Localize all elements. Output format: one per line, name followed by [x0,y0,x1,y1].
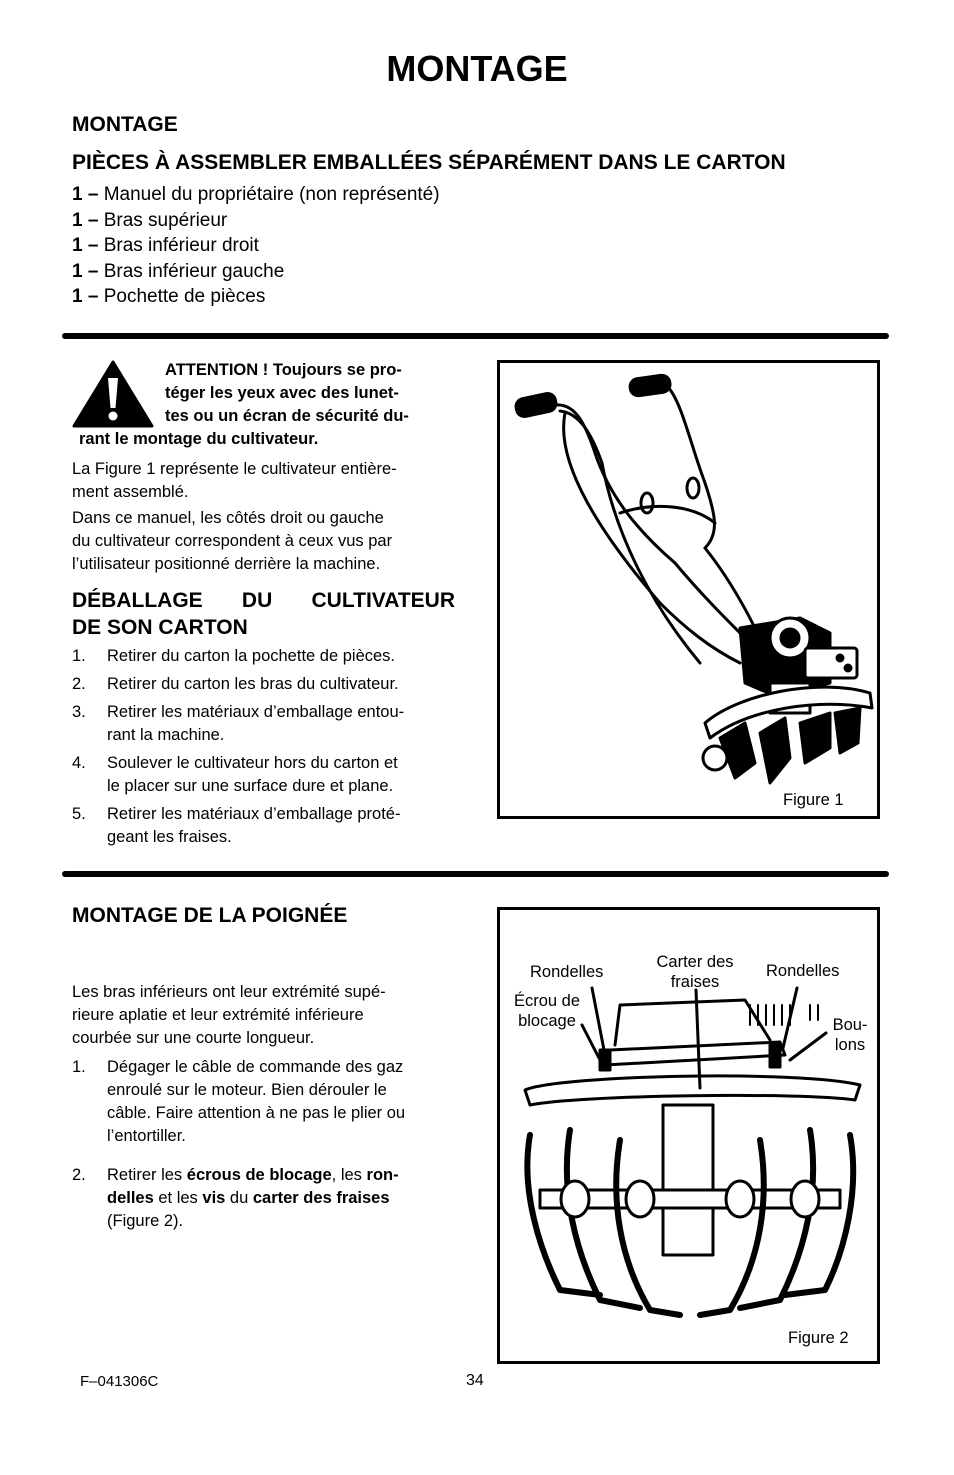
step-text [107,1187,472,1210]
heading-word: CULTIVATEUR [311,589,455,612]
parts-subheading: PIÈCES À ASSEMBLER EMBALLÉES SÉPARÉMENT DANS LE CARTON [72,151,786,174]
page-number: 34 [466,1372,484,1389]
part-qty: 1 – [72,184,99,205]
tiller-illustration [500,363,877,816]
text-line: Dans ce manuel, les côtés droit ou gauche [72,509,384,527]
warning-line-4: rant le montage du cultivateur. [79,430,319,448]
part-qty: 1 – [72,235,99,257]
label-line: fraises [670,973,720,991]
part-label: Manuel du propriétaire (non représenté) [103,184,440,205]
step-text: Retirer du carton la pochette de pièces. [107,647,396,665]
text-line: l’utilisateur positionné derrière la machine. [72,555,381,573]
heading-word: DÉBALLAGE [72,589,203,612]
parts-list-item [72,284,440,310]
parts-list-item [72,182,440,208]
unpacking-heading-line-2: DE SON CARTON [72,616,248,639]
text-line: ment assemblé. [72,483,189,501]
step-text: Dégager le câble de commande des gaz [107,1058,404,1076]
text-run-bold: vis [202,1189,226,1207]
step-text: (Figure 2). [107,1212,184,1230]
text-run: du [225,1189,253,1207]
text-line: du cultivateur correspondent à ceux vus par [72,532,393,550]
unpacking-step [72,673,472,696]
parts-list [72,182,440,310]
label-rondelles-right: Rondelles [766,962,840,980]
step-text: Retirer les matériaux d’emballage proté- [107,805,401,823]
figure-2 [497,907,880,1364]
step-text: le placer sur une surface dure et plane. [107,777,394,795]
warning-line-3: tes ou un écran de sécurité du- [165,407,409,425]
step-text: Retirer du carton les bras du cultivateur. [107,675,399,693]
text-line: rieure aplatie et leur extrémité inférieure [72,1006,364,1024]
step-text: enroulé sur le moteur. Bien dérouler le [107,1081,387,1099]
section-divider [62,871,889,877]
warning-icon [72,360,154,428]
unpacking-step [72,803,472,849]
handle-heading: MONTAGE DE LA POIGNÉE [72,904,348,927]
text-run-bold: carter des fraises [252,1189,390,1207]
handle-step-2 [72,1164,472,1233]
step-number: 5. [72,805,86,823]
step-number: 2. [72,1166,86,1184]
label-line: Carter des [656,953,734,971]
heading-word: DU [241,589,273,612]
step-text: l’entortiller. [107,1127,186,1145]
step-text: rant la machine. [107,726,225,744]
intro-paragraph-1 [72,458,472,504]
step-text: geant les fraises. [107,828,232,846]
unpacking-heading [72,589,455,613]
unpacking-step [72,752,472,798]
part-qty: 1 – [72,286,99,308]
part-qty: 1 – [72,260,99,282]
step-number: 2. [72,675,86,693]
handle-paragraph [72,981,472,1050]
part-label: Pochette de pièces [103,286,266,308]
document-code: F–041306C [80,1373,159,1390]
parts-list-item [72,259,440,285]
montage-heading: MONTAGE [72,113,178,136]
label-carter-des-fraises [640,952,750,992]
page-title: MONTAGE [386,48,568,89]
text-line: Les bras inférieurs ont leur extrémité supé- [72,983,386,1001]
part-qty: 1 – [72,209,99,231]
step-text: câble. Faire attention à ne pas le plier ou [107,1104,406,1122]
handle-step-1 [72,1056,472,1148]
parts-list-item [72,233,440,259]
figure-1 [497,360,880,819]
warning-line-2: téger les yeux avec des lunet- [165,384,399,402]
part-label: Bras supérieur [103,209,228,231]
section-divider [62,333,889,339]
label-ecrou-de-blocage [506,991,588,1031]
part-label: Bras inférieur gauche [103,260,285,282]
step-number: 1. [72,1058,86,1076]
step-text: Soulever le cultivateur hors du carton et [107,754,398,772]
intro-paragraph-2 [72,507,472,576]
figure-1-caption: Figure 1 [783,791,844,809]
text-run-bold: écrous de blocage [186,1166,332,1184]
label-rondelles-left: Rondelles [530,963,604,981]
step-number: 1. [72,647,86,665]
label-line: blocage [518,1012,576,1030]
step-number: 4. [72,754,86,772]
label-line: lons [834,1036,866,1054]
step-text: Retirer les matériaux d’emballage entou- [107,703,405,721]
parts-list-item [72,208,440,234]
text-run-bold: ron- [366,1166,399,1184]
part-label: Bras inférieur droit [103,235,259,257]
label-line: Bou- [832,1016,868,1034]
step-text [107,1164,472,1187]
unpacking-steps [72,645,472,854]
unpacking-step [72,701,472,747]
unpacking-step [72,645,472,668]
label-line: Écrou de [513,992,581,1010]
text-line: courbée sur une courte longueur. [72,1029,315,1047]
label-boulons [826,1015,874,1055]
text-run: Retirer les [107,1166,187,1184]
text-run: , les [331,1166,367,1184]
warning-line-1: ATTENTION ! Toujours se pro- [165,361,402,379]
step-number: 3. [72,703,86,721]
text-run: et les [153,1189,203,1207]
text-line: La Figure 1 représente le cultivateur entière- [72,460,397,478]
text-run-bold: delles [107,1189,154,1207]
figure-2-caption: Figure 2 [788,1329,849,1347]
